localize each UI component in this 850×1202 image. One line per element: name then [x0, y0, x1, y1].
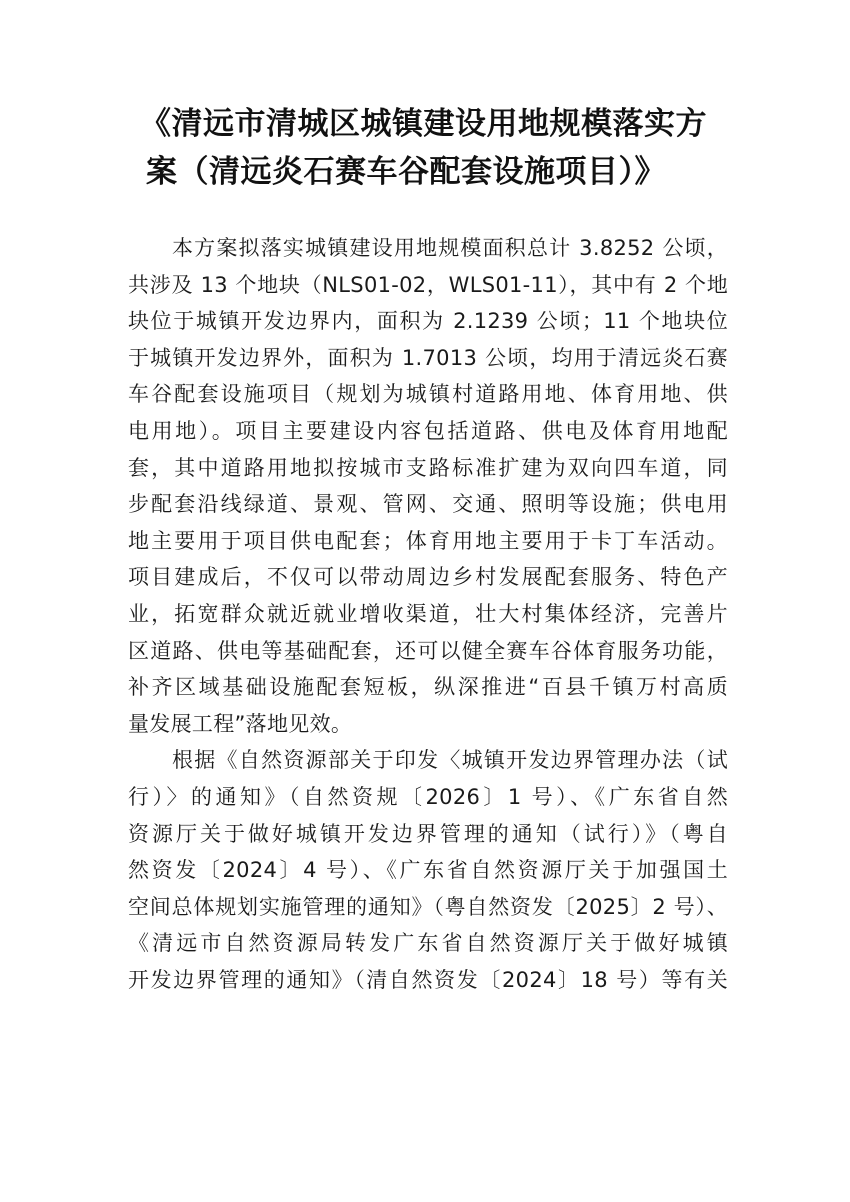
- paragraph-line: 块位于城镇开发边界内，面积为 2.1239 公顷；11 个地块位: [128, 309, 728, 334]
- paragraph-line: 电用地）。项目主要建设内容包括道路、供电及体育用地配: [128, 418, 728, 443]
- paragraph-line: 套，其中道路用地拟按城市支路标准扩建为双向四车道，同: [128, 455, 728, 480]
- paragraph-line: 业，拓宽群众就近就业增收渠道，壮大村集体经济，完善片: [128, 601, 728, 626]
- paragraph-1: [128, 230, 728, 742]
- paragraph-line: 根据《自然资源部关于印发〈城镇开发边界管理办法（试: [172, 748, 728, 773]
- title-line-2: 案（清远炎石赛车谷配套设施项目）》: [146, 154, 666, 190]
- paragraph-line: 车谷配套设施项目（规划为城镇村道路用地、体育用地、供: [128, 382, 728, 407]
- paragraph-2: [128, 742, 728, 998]
- paragraph-line: 然资发〔2024〕4 号）、《广东省自然资源厅关于加强国土: [128, 858, 728, 883]
- title-line-1: 《清远市清城区城镇建设用地规模落实方: [140, 106, 707, 142]
- document-title: [140, 100, 740, 196]
- paragraph-line: 行）〉的通知》（自然资规〔2026〕1 号）、《广东省自然: [128, 784, 728, 809]
- paragraph-line: 地主要用于项目供电配套；体育用地主要用于卡丁车活动。: [128, 528, 728, 553]
- paragraph-line: 本方案拟落实城镇建设用地规模面积总计 3.8252 公顷，: [172, 236, 728, 260]
- paragraph-line: 开发边界管理的通知》（清自然资发〔2024〕18 号）等有关: [128, 967, 728, 992]
- paragraph-line: 区道路、供电等基础配套，还可以健全赛车谷体育服务功能，: [128, 638, 728, 663]
- paragraph-line: 共涉及 13 个地块（NLS01-02，WLS01-11），其中有 2 个地: [128, 272, 728, 297]
- paragraph-line: 空间总体规划实施管理的通知》（粤自然资发〔2025〕2 号）、: [128, 894, 728, 919]
- paragraph-line: 步配套沿线绿道、景观、管网、交通、照明等设施；供电用: [128, 492, 728, 517]
- paragraph-line: 《清远市自然资源局转发广东省自然资源厅关于做好城镇: [128, 931, 728, 956]
- paragraph-line: 补齐区域基础设施配套短板，纵深推进“百县千镇万村高质: [128, 675, 728, 700]
- paragraph-line: 资源厅关于做好城镇开发边界管理的通知（试行）》（粤自: [128, 821, 728, 846]
- paragraph-line: 于城镇开发边界外，面积为 1.7013 公顷，均用于清远炎石赛: [128, 345, 728, 370]
- paragraph-line: 量发展工程”落地见效。: [128, 711, 353, 736]
- paragraph-line: 项目建成后，不仅可以带动周边乡村发展配套服务、特色产: [128, 565, 728, 590]
- document-body: [128, 230, 728, 998]
